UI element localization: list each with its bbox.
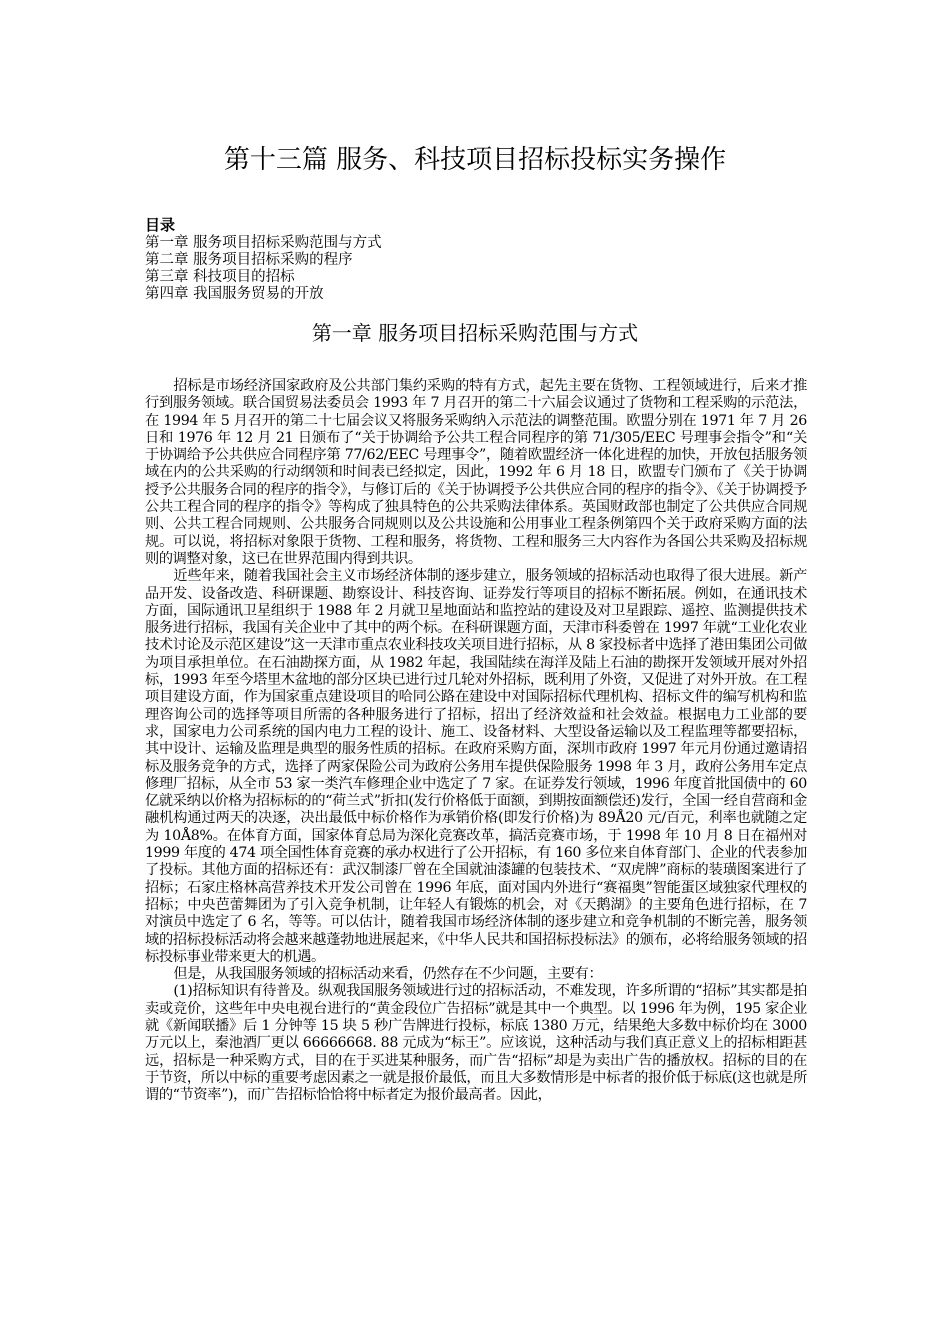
paragraph: 但是，从我国服务领域的招标活动来看，仍然存在不少问题，主要有： — [173, 966, 603, 983]
paragraph: 近些年来，随着我国社会主义市场经济体制的逐步建立，服务领域的招标活动也取得了很大进展。新产品开发、设备改造、科研课题、勘察设计、科技咨询、证券发行等项目的招标不断拓展。例如，在通讯技术方面，国际通讯卫星组织于 1988 年 2 月就卫星地面站和监控站的建设及对卫星跟踪、遥控、监测提供技术服务进行招标，我国有关企业中了其中的两个标。在科研课题方面，天津市科委曾在 1997 年就“工业化农业技术讨论及示范区建设”这一天津市重点农业科技攻关项目进行招标，从 8 家投标者中选择了港田集团公司做为项目承担单位。在石油勘探方面，从 1982 年起，我国陆续在海洋及陆上石油的勘探开发领域开展对外招标，1993 年至今塔里木盆地的部分区块已进行过几轮对外招标，既利用了外资，又促进了对外开放。在工程项目建设方面，作为国家重点建设项目的哈同公路在建设中对国际招标代理机构、招标文件的编写机构和监理咨询公司的选择等项目所需的各种服务进行了招标，招出了经济效益和社会效益。根据电力工业部的要求，国家电力公司系统的国内电力工程的设计、施工、设备材料、大型设备运输以及工程监理等都要招标，其中设计、运输及监理是典型的服务性质的招标。在政府采购方面，深圳市政府 1997 年元月份通过邀请招标及服务竞争的方式，选择了两家保险公司为政府公务用车提供保险服务 1998 年 3 月，政府公务用车定点修理厂招标，从全市 53 家一类汽车修理企业中选定了 7 家。在证券发行领域，1996 年度首批国债中的 60 亿就采纳以价格为招标标的的“荷兰式”折扣(发行价格低于面额，到期按面额偿还)发行，全国一经自营商和金融机构通过两天的决逐，决出最低中标价格作为承销价格(即发行价格)为 89Å20 元/百元，利率也就随之定为 10Å8%。在体育方面，国家体育总局为深化竞赛改革，搞活竞赛市场，于 1998 年 10 月 8 日在福州对 1999 年度的 474 项全国性体育竞赛的承办权进行了公开招标，有 160 多位来自体育部门、企业的代表参加了投标。其他方面的招标还有：武汉制漆厂曾在全国就油漆罐的包装技术、“双虎牌”商标的装璜图案进行了招标；石家庄格林高营养技术开发公司曾在 1996 年底，面对国内外进行“赛福奥”智能蛋区域独家代理权的招标；中央芭蕾舞团为了引入竞争机制，让年轻人有锻炼的机会，对《天鹅湖》的主要角色进行招标，在 7 对演员中选定了 6 名，等等。可以估计，随着我国市场经济体制的逐步建立和竞争机制的不断完善，服务领域的招标投标活动将会越来越蓬勃地进展起来，《中华人民共和国招标投标法》的颁布，必将给服务领域的招标投标事业带来更大的机遇。 — [145, 568, 807, 965]
toc-list — [145, 235, 805, 303]
chapter-title: 第一章 服务项目招标采购范围与方式 — [311, 321, 639, 345]
toc-heading: 目录 — [145, 216, 176, 234]
toc-item: 第三章 科技项目的招标 — [145, 269, 295, 285]
paragraph: (1)招标知识有待普及。纵观我国服务领域进行过的招标活动，不难发现，许多所谓的“招标”其实都是拍卖或竞价，这些年中央电视台进行的“黄金段位广告招标”就是其中一个典型。以 1996 年为例，195 家企业就《新闻联播》后 1 分钟等 15 块 5 秒广告牌进行投标，标底 1380 万元，结果绝大多数中标价均在 3000 万元以上，秦池酒厂更以 66666668. 88 元成为“标王”。应该说，这种活动与我们真正意义上的招标相距甚远，招标是一种采购方式，目的在于买进某种服务，而广告“招标”却是为卖出广告的播放权。招标的目的在于节资，所以中标的重要考虑因素之一就是报价最低，而且大多数情形是中标者的报价低于标底(这也就是所谓的“节资率”)，而广告招标恰恰将中标者定为报价最高者。因此， — [145, 983, 807, 1104]
toc-item: 第二章 服务项目招标采购的程序 — [145, 252, 353, 268]
document-title: 第十三篇 服务、科技项目招标投标实务操作 — [223, 145, 727, 175]
toc-item: 第四章 我国服务贸易的开放 — [145, 286, 324, 302]
table-of-contents — [145, 216, 805, 303]
paragraph: 招标是市场经济国家政府及公共部门集约采购的特有方式，起先主要在货物、工程领域进行，后来才推行到服务领域。联合国贸易法委员会 1993 年 7 月召开的第二十六届会议通过了货物和工程采购的示范法，在 1994 年 5 月召开的第二十七届会议又将服务采购纳入示范法的调整范围。欧盟分别在 1971 年 7 月 26 日和 1976 年 12 月 21 日颁布了“关于协调给予公共工程合同程序的第 71/305/EEC 号理事会指令”和“关于协调给予公共供应合同程序第 77/62/EEC 号理事令”，随着欧盟经济一体化进程的加快，开放包括服务领域在内的公共采购的行动纲领和时间表已经拟定，因此，1992 年 6 月 18 日，欧盟专门颁布了《关于协调授予公共服务合同的程序的指令》，与修订后的《关于协调授予公共供应合同的程序的指令》、《关于协调授予公共工程合同的程序的指令》等构成了独具特色的公共采购法律体系。英国财政部也制定了公共供应合同规则、公共工程合同规则、公共服务合同规则以及公共设施和公用事业工程条例第四个关于政府采购方面的法规。可以说，将招标对象限于货物、工程和服务，将货物、工程和服务三大内容作为各国公共采购及招标规则的调整对象，这已在世界范围内得到共识。 — [145, 378, 807, 567]
body-text — [145, 378, 807, 1104]
toc-item: 第一章 服务项目招标采购范围与方式 — [145, 235, 382, 251]
